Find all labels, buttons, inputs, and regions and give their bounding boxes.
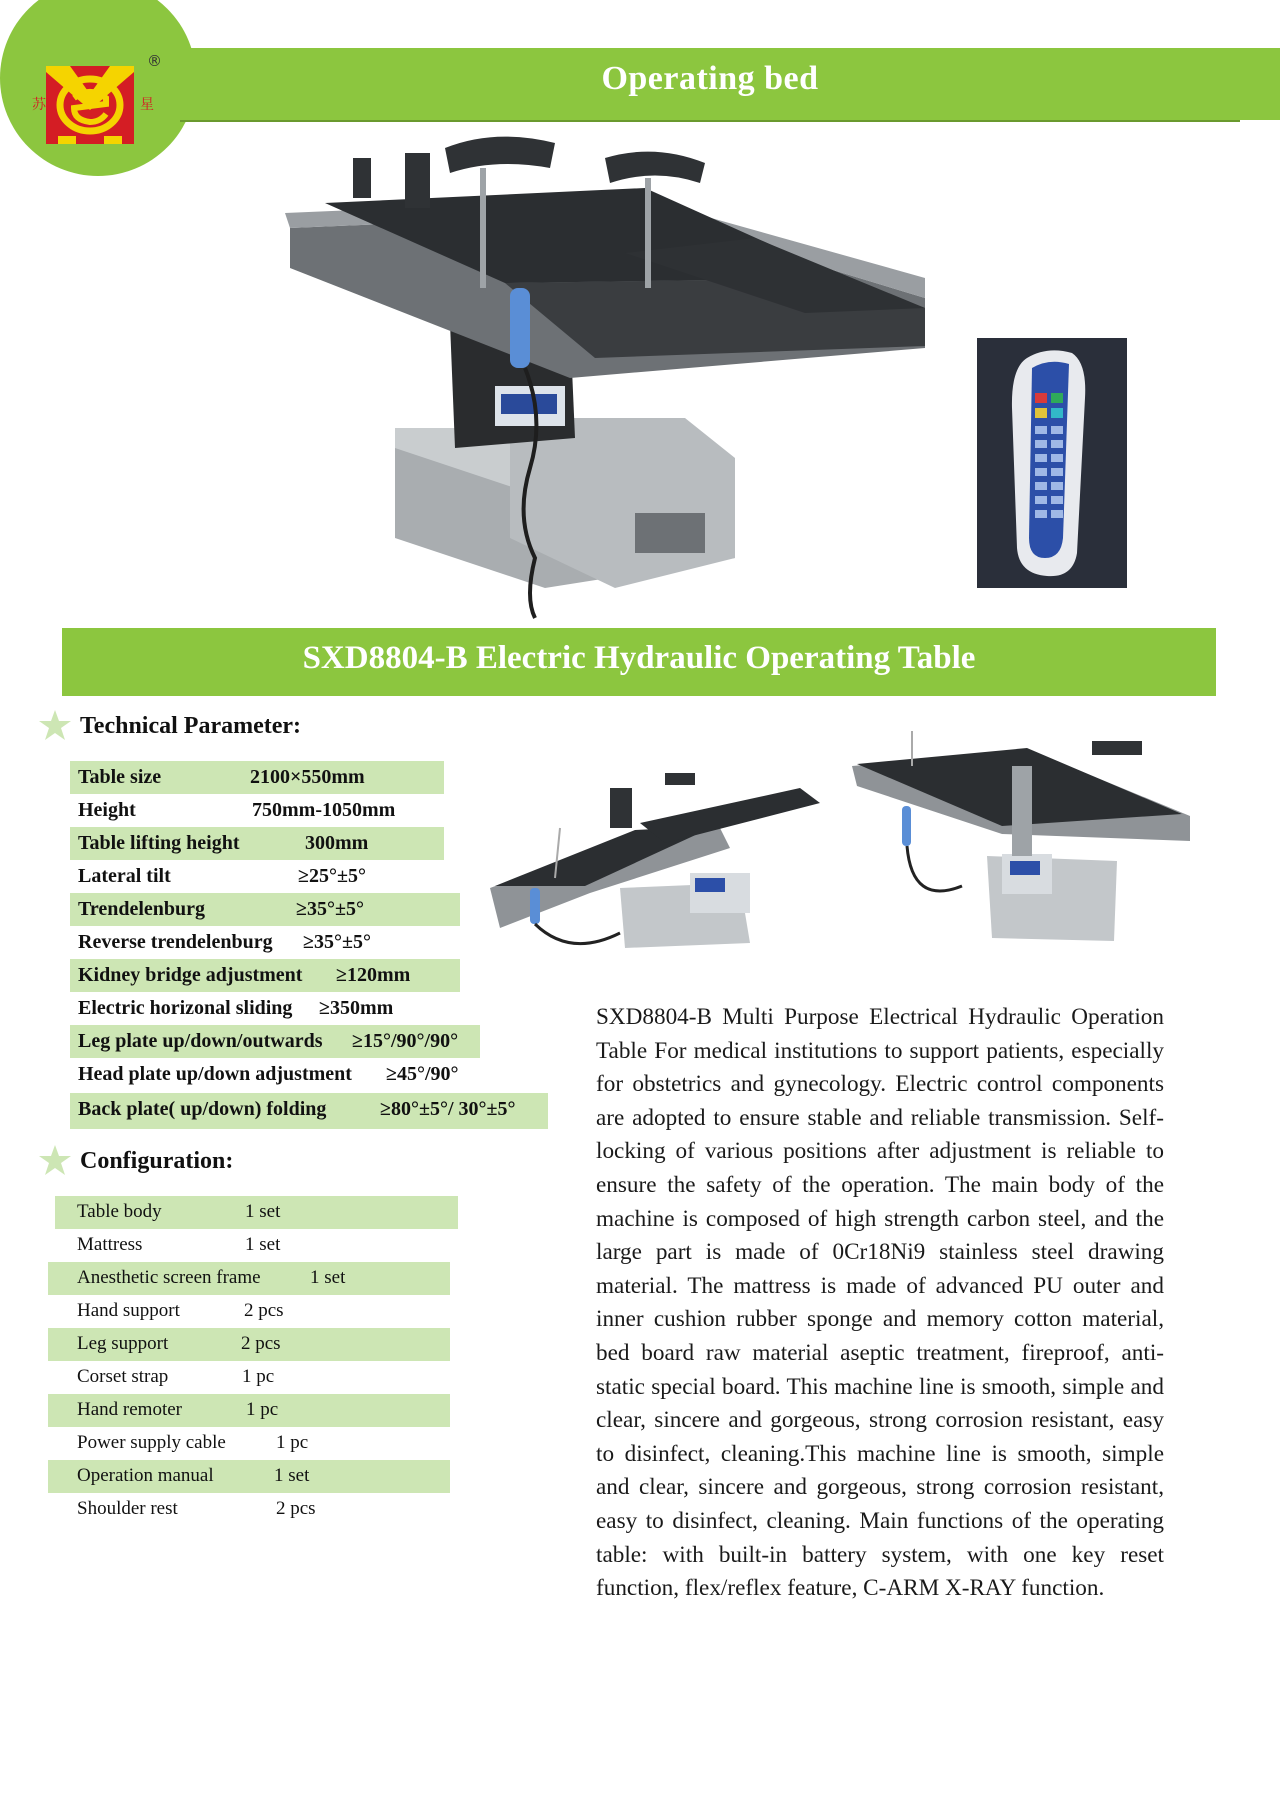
config-label: Operation manual	[77, 1465, 214, 1486]
param-row	[70, 794, 444, 827]
config-value: 1 set	[245, 1234, 281, 1255]
param-row	[70, 992, 460, 1025]
param-label: Electric horizonal sliding	[78, 997, 293, 1019]
config-label: Anesthetic screen frame	[77, 1267, 261, 1288]
param-row	[70, 1025, 480, 1058]
param-value: 750mm-1050mm	[252, 799, 396, 821]
configuration-heading-label: Configuration:	[80, 1147, 234, 1174]
config-value: 1 pc	[246, 1399, 279, 1420]
param-row	[70, 860, 460, 893]
technical-heading-label: Technical Parameter:	[80, 712, 302, 739]
config-value: 1 set	[245, 1201, 281, 1222]
page-title: Operating bed	[601, 60, 819, 97]
config-row	[48, 1427, 450, 1460]
param-value: ≥15°/90°/90°	[352, 1030, 459, 1052]
product-description: SXD8804-B Multi Purpose Electrical Hydraulic Operation Table For medical institutions to support patients, especially for obstetrics and gynecology. Electric control components are adopted to ensure stable and reliable transmission. Self-locking of various positions after adjustment is reliable to ensure the safety of the operation. The main body of the machine is composed of high strength carbon steel, and the large part is made of 0Cr18Ni9 stainless steel drawing material. The mattress is made of advanced PU outer and inner cushion rubber sponge and memory cotton material, bed board raw material aseptic treatment, fireproof, anti-static special board. This machine line is smooth, simple and clear, sincere and gorgeous, strong corrosion resistant, easy to disinfect, cleaning.This machine line is smooth, simple and clear, sincere and gorgeous, strong corrosion resistant, easy to disinfect, cleaning. Main functions of the operating table: with built-in battery system, with one key reset function, flex/reflex feature, C-ARM X-RAY function.	[596, 1004, 1164, 1602]
config-value: 1 set	[310, 1267, 346, 1288]
configuration-heading	[38, 1143, 233, 1179]
config-label: Hand remoter	[77, 1399, 182, 1420]
logo-char-right: 星	[140, 97, 154, 113]
operating-table-view-left-image	[490, 768, 830, 958]
param-value: ≥80°±5°/ 30°±5°	[380, 1098, 516, 1120]
param-label: Trendelenburg	[78, 898, 206, 920]
param-value: ≥350mm	[319, 997, 394, 1019]
brand-logo-icon	[30, 50, 150, 150]
config-row	[48, 1262, 450, 1295]
param-label: Lateral tilt	[78, 865, 171, 887]
config-row	[48, 1361, 450, 1394]
technical-heading	[38, 708, 301, 744]
config-row	[48, 1295, 450, 1328]
config-label: Leg support	[77, 1333, 169, 1354]
param-value: ≥120mm	[336, 964, 411, 986]
param-row	[70, 1058, 480, 1091]
config-label: Corset strap	[77, 1366, 169, 1387]
config-row	[55, 1196, 458, 1229]
param-label: Reverse trendelenburg	[78, 931, 273, 953]
param-label: Table size	[78, 766, 162, 788]
param-row	[70, 827, 444, 860]
config-row	[48, 1460, 450, 1493]
param-label: Table lifting height	[78, 832, 240, 854]
config-row	[48, 1493, 450, 1526]
hand-remote-image	[977, 338, 1127, 588]
param-value: ≥35°±5°	[303, 931, 371, 953]
param-value: 2100×550mm	[250, 766, 365, 788]
config-value: 1 set	[274, 1465, 310, 1486]
param-label: Leg plate up/down/outwards	[78, 1030, 323, 1052]
config-label: Table body	[77, 1201, 162, 1222]
config-value: 2 pcs	[276, 1498, 316, 1519]
star-icon	[38, 709, 72, 743]
config-value: 1 pc	[242, 1366, 275, 1387]
param-value: 300mm	[305, 832, 369, 854]
config-label: Power supply cable	[77, 1432, 226, 1453]
param-value: ≥35°±5°	[296, 898, 364, 920]
config-row	[55, 1229, 458, 1262]
logo-char-left: 苏	[32, 97, 46, 113]
param-label: Head plate up/down adjustment	[78, 1063, 352, 1085]
config-label: Hand support	[77, 1300, 180, 1321]
param-row	[70, 761, 444, 794]
model-title: SXD8804-B Electric Hydraulic Operating Table	[302, 640, 976, 676]
config-label: Shoulder rest	[77, 1498, 178, 1519]
registered-mark: ®	[147, 52, 162, 70]
config-label: Mattress	[77, 1234, 143, 1255]
param-label: Height	[78, 799, 136, 821]
param-row	[70, 893, 460, 926]
config-row	[48, 1328, 450, 1361]
param-value: ≥45°/90°	[386, 1063, 459, 1085]
operating-table-view-right-image	[852, 726, 1190, 956]
param-label: Kidney bridge adjustment	[78, 964, 303, 986]
star-icon	[38, 1144, 72, 1178]
param-row	[70, 926, 460, 959]
param-row	[70, 1093, 548, 1129]
config-row	[48, 1394, 450, 1427]
config-value: 2 pcs	[244, 1300, 284, 1321]
param-value: ≥25°±5°	[298, 865, 366, 887]
operating-table-image	[285, 118, 945, 628]
param-label: Back plate( up/down) folding	[78, 1098, 327, 1120]
config-value: 2 pcs	[241, 1333, 281, 1354]
param-row	[70, 959, 460, 992]
config-value: 1 pc	[276, 1432, 309, 1453]
